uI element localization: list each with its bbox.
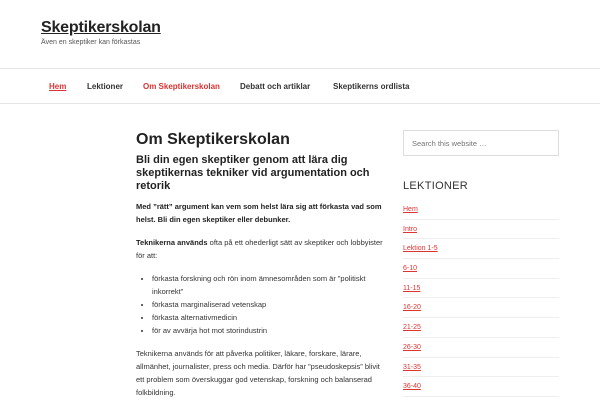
sidebar [403,130,559,397]
nav-item-skeptikerns-ordlista[interactable]: Skeptikerns ordlista [333,82,410,91]
widget-title: LEKTIONER [403,180,469,192]
search-input[interactable] [403,130,559,156]
sidebar-link-16-20[interactable]: 16-20 [403,298,559,318]
techniques-bold: Teknikerna används [136,238,208,247]
sidebar-link-lektion-1-5[interactable]: Lektion 1-5 [403,239,559,259]
sidebar-link-36-40[interactable]: 36-40 [403,377,559,397]
sidebar-link-hem[interactable]: Hem [403,200,559,220]
main-navigation [0,69,600,104]
site-description: Även en skeptiker kan förkastas [41,39,141,46]
influence-paragraph: Teknikerna används för att påverka politiker, läkare, forskare, lärare, allmänhet, journalister, press och media. Därför har ”pseudoskepsis” blivit ett problem som överskuggar god vetenskap, forskning och balanserad folkbildning. [136,349,380,397]
list-item: • för av avvärja hot mot storindustrin [152,324,386,337]
sidebar-link-intro[interactable]: Intro [403,220,559,240]
sidebar-link-11-15[interactable]: 11-15 [403,279,559,299]
sidebar-link-26-30[interactable]: 26-30 [403,338,559,358]
sidebar-link-31-35[interactable]: 31-35 [403,358,559,378]
nav-item-hem[interactable]: Hem [49,82,67,91]
nav-item-lektioner[interactable]: Lektioner [87,82,124,91]
site-header [0,0,600,69]
sidebar-link-21-25[interactable]: 21-25 [403,318,559,338]
site-title-link[interactable]: Skeptikerskolan [41,19,161,36]
list-item: • förkasta forskning och rön inom ämnesområden som är ”politiskt inkorrekt” [152,272,386,298]
nav-item-om-skeptikerskolan[interactable]: Om Skeptikerskolan [143,82,220,91]
lead-paragraph: Med ”rätt” argument kan vem som helst lära sig att förkasta vad som helst. Bli din egen skeptiker eller debunker. [136,202,382,224]
page-subtitle: Bli din egen skeptiker genom att lära dig skeptikernas tekniker vid argumentation och retorik [136,154,370,192]
nav-item-debatt-och-artiklar[interactable]: Debatt och artiklar [240,82,311,91]
main-content [136,131,386,399]
techniques-paragraph [136,236,386,262]
sidebar-link-6-10[interactable]: 6-10 [403,259,559,279]
list-item: • förkasta alternativmedicin [152,311,386,324]
lektioner-list [403,200,559,397]
page-title: Om Skeptikerskolan [136,131,290,148]
list-item: • förkasta marginaliserad vetenskap [152,298,386,311]
purpose-list [136,272,386,337]
techniques-text: ofta på ett ohederligt sätt av skeptiker och lobbyister för att: [136,238,383,260]
